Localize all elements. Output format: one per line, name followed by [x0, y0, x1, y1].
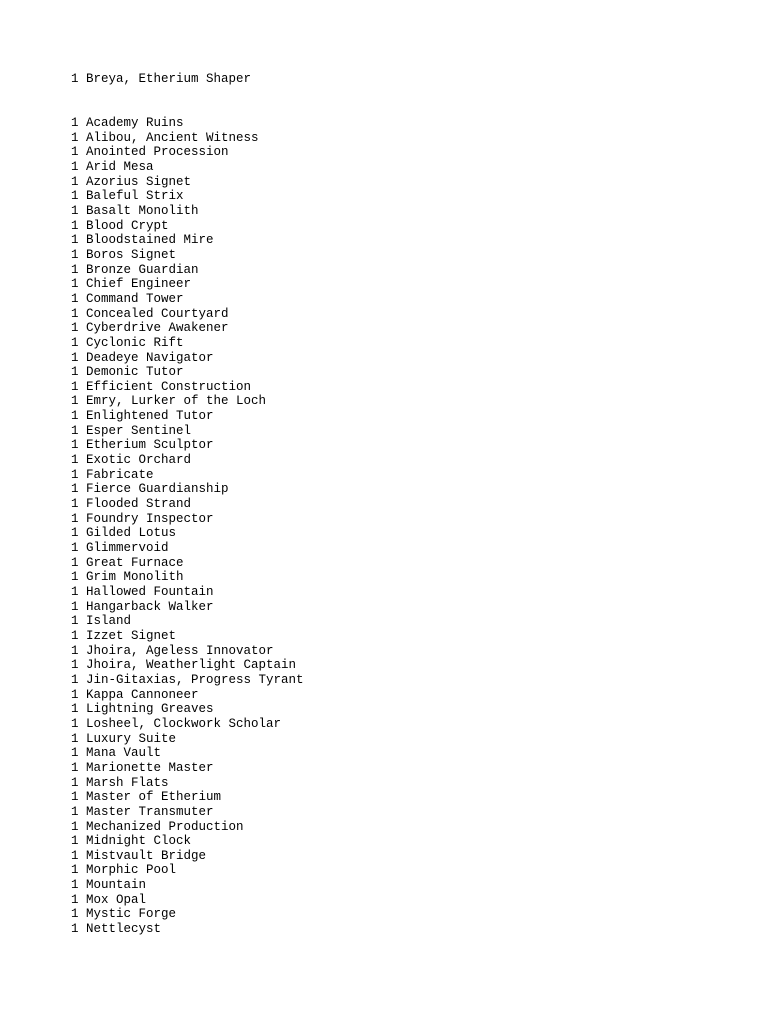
card-entry: 1 Losheel, Clockwork Scholar	[71, 716, 282, 731]
card-entry: 1 Glimmervoid	[71, 541, 169, 556]
card-entry: 1 Hallowed Fountain	[71, 585, 214, 599]
card-entry: 1 Emry, Lurker of the Loch	[71, 394, 267, 409]
card-entry: 1 Deadeye Navigator	[71, 350, 214, 365]
card-entry: 1 Academy Ruins	[71, 116, 184, 130]
card-entry: 1 Morphic Pool	[71, 863, 177, 878]
card-entry: 1 Azorius Signet	[71, 174, 192, 189]
card-entry: 1 Alibou, Ancient Witness	[71, 130, 259, 145]
card-entry: 1 Lightning Greaves	[71, 702, 214, 717]
card-entry: 1 Flooded Strand	[71, 497, 192, 512]
card-entry: 1 Izzet Signet	[71, 628, 177, 643]
card-entry: 1 Nettlecyst	[71, 922, 162, 937]
card-entry: 1 Anointed Procession	[71, 145, 229, 160]
card-list	[71, 116, 304, 937]
card-entry: 1 Concealed Courtyard	[71, 306, 229, 321]
card-entry: 1 Kappa Cannoneer	[71, 687, 199, 702]
card-entry: 1 Grim Monolith	[71, 570, 184, 585]
card-entry: 1 Mox Opal	[71, 892, 147, 907]
card-entry: 1 Bronze Guardian	[71, 262, 199, 277]
card-entry: 1 Demonic Tutor	[71, 365, 184, 380]
card-entry: 1 Etherium Sculptor	[71, 438, 214, 453]
card-entry: 1 Blood Crypt	[71, 218, 169, 233]
card-entry: 1 Midnight Clock	[71, 834, 192, 849]
card-entry: 1 Mechanized Production	[71, 819, 244, 834]
card-entry: 1 Efficient Construction	[71, 379, 252, 394]
card-entry: 1 Master of Etherium	[71, 790, 222, 805]
card-entry: 1 Mountain	[71, 878, 147, 893]
card-entry: 1 Gilded Lotus	[71, 526, 177, 541]
commander-line: 1 Breya, Etherium Shaper	[71, 72, 252, 86]
card-entry: 1 Cyclonic Rift	[71, 335, 184, 350]
card-entry: 1 Baleful Strix	[71, 189, 184, 204]
card-entry: 1 Jin-Gitaxias, Progress Tyrant	[71, 672, 304, 687]
card-entry: 1 Esper Sentinel	[71, 423, 192, 438]
card-entry: 1 Hangarback Walker	[71, 599, 214, 614]
card-entry: 1 Cyberdrive Awakener	[71, 321, 229, 336]
card-entry: 1 Enlightened Tutor	[71, 409, 214, 424]
card-entry: 1 Marsh Flats	[71, 775, 169, 790]
card-entry: 1 Island	[71, 614, 132, 629]
card-entry: 1 Mana Vault	[71, 746, 162, 761]
card-entry: 1 Chief Engineer	[71, 277, 192, 292]
card-entry: 1 Fabricate	[71, 467, 154, 482]
card-entry: 1 Jhoira, Ageless Innovator	[71, 643, 274, 658]
card-entry: 1 Arid Mesa	[71, 159, 154, 174]
card-entry: 1 Great Furnace	[71, 555, 184, 570]
card-entry: 1 Foundry Inspector	[71, 511, 214, 526]
card-entry: 1 Luxury Suite	[71, 731, 177, 746]
card-entry: 1 Boros Signet	[71, 247, 177, 262]
card-entry: 1 Exotic Orchard	[71, 453, 192, 468]
card-entry: 1 Command Tower	[71, 291, 184, 306]
card-entry: 1 Fierce Guardianship	[71, 482, 229, 497]
card-entry: 1 Basalt Monolith	[71, 203, 199, 218]
card-entry: 1 Jhoira, Weatherlight Captain	[71, 658, 297, 673]
card-entry: 1 Master Transmuter	[71, 804, 214, 819]
card-entry: 1 Mystic Forge	[71, 907, 177, 922]
card-entry: 1 Marionette Master	[71, 760, 214, 775]
card-entry: 1 Mistvault Bridge	[71, 848, 207, 863]
card-entry: 1 Bloodstained Mire	[71, 233, 214, 248]
